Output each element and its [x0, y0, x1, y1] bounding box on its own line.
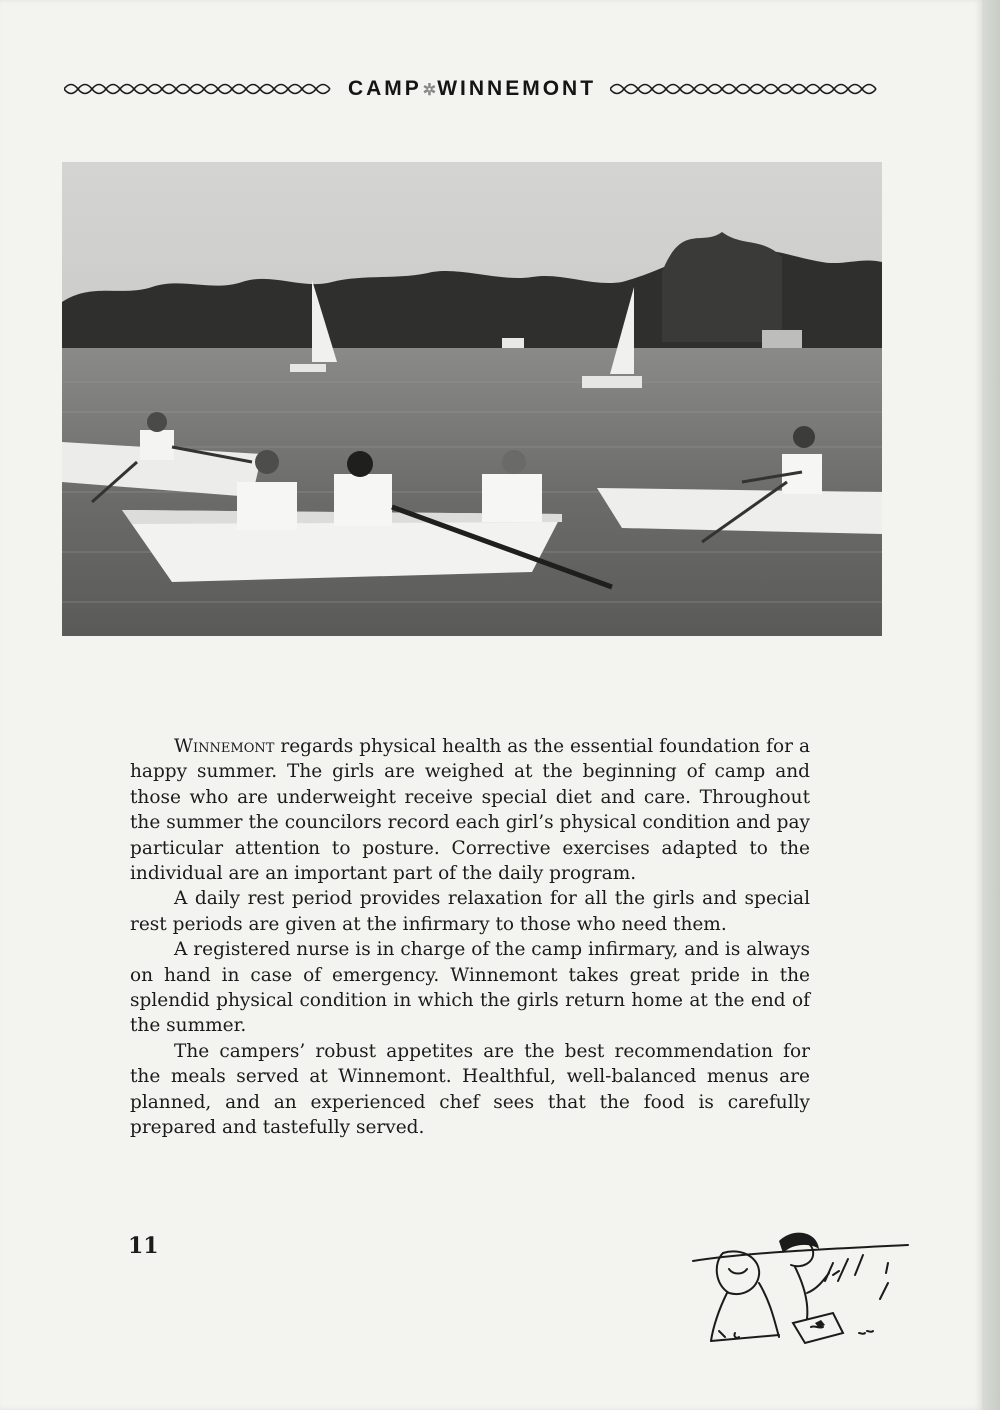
lake-rowboats-photo	[62, 162, 882, 636]
page-edge	[982, 0, 1000, 1410]
page-header	[62, 72, 882, 106]
page-number: 11	[128, 1233, 159, 1259]
paragraph-meals: The campers’ robust appetites are the best recommendation for the meals served at Winnemont. Healthful, well-balanced menus are planned, and an experienced chef sees that the food is carefully prepared and tastefully served.	[130, 1040, 810, 1139]
paragraph-health: Winnemont regards physical health as the essential foundation for a happy summer. The girls are weighed at the beginning of camp and those who are underweight receive special diet and care. Throughout the summer the councilors record each girl’s physical condition and pay particular attention to posture. Corrective exercises adapted to the individual are an important part of the daily program.	[130, 736, 810, 885]
emblem-icon: ✲	[422, 82, 437, 99]
girls-drawing-sketch-icon	[683, 1223, 913, 1353]
page-title: CAMP✲WINNEMONT	[347, 77, 597, 100]
paragraph-nurse: A registered nurse is in charge of the camp infirmary, and is always on hand in case of emergency. Winnemont takes great pride in the splendid physical condition in which the girls return home at the end of the summer.	[130, 939, 810, 1037]
wave-ornament-right-icon	[610, 79, 880, 99]
paragraph-rest: A daily rest period provides relaxation for all the girls and special rest periods are given at the infirmary to those who need them.	[130, 888, 810, 935]
body-text	[130, 734, 810, 1141]
wave-ornament-left-icon	[64, 79, 334, 99]
